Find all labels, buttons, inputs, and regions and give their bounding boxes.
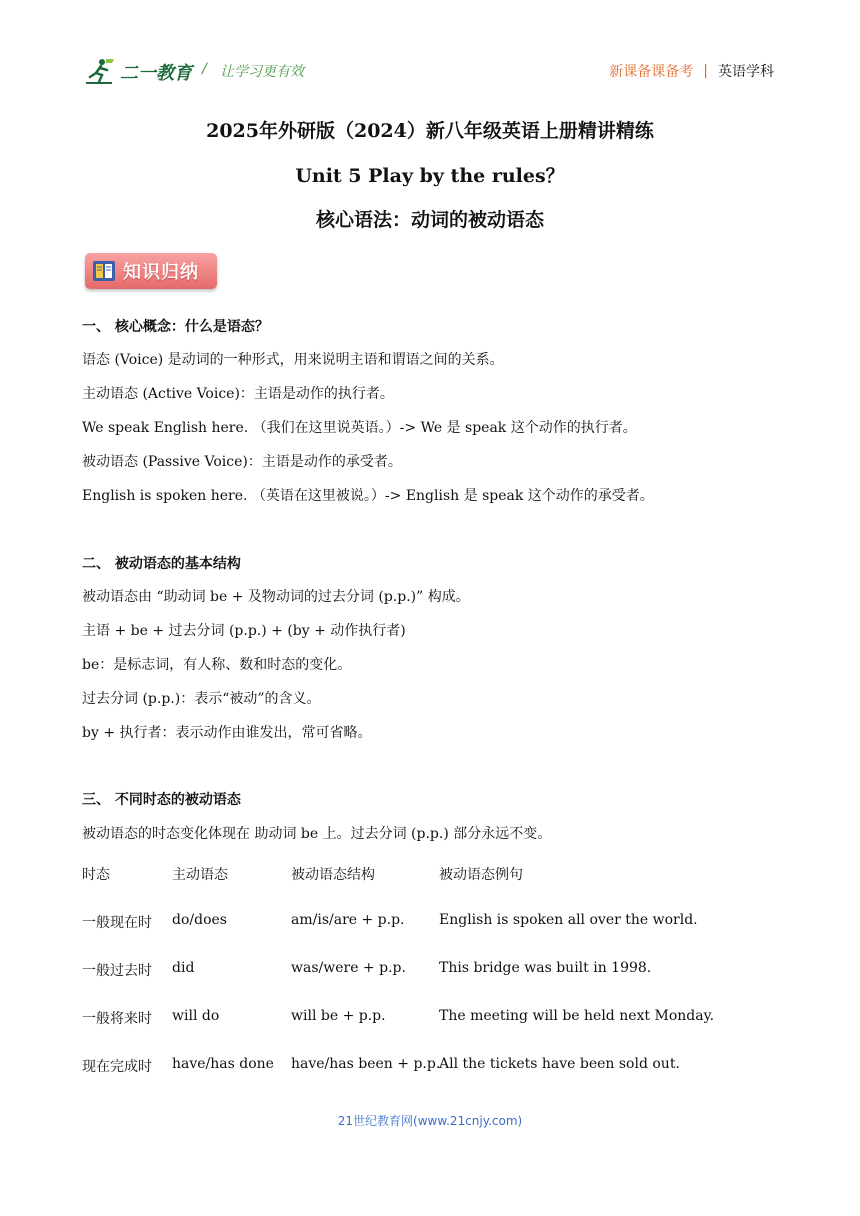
section2-line: 被动语态由 “助动词 be + 及物动词的过去分词 (p.p.)” 构成。 [82,589,470,605]
runner-logo-icon [82,57,116,87]
section1-line: 语态 (Voice) 是动词的一种形式，用来说明主语和谓语之间的关系。 [82,352,504,368]
table-cell: do/does [172,912,227,928]
table-cell: did [172,960,195,976]
table-cell: 一般过去时 [82,963,152,979]
section1-line: English is spoken here. （英语在这里被说。）-> English 是 speak 这个动作的承受者。 [82,488,654,504]
table-header-cell: 主动语态 [172,867,228,883]
slogan: 让学习更有效 [220,64,304,80]
logo-text: 二一教育 [120,63,192,84]
knowledge-badge [85,253,217,289]
header-right [609,61,774,81]
page-footer-link[interactable]: 21世纪教育网(www.21cnjy.com) [337,1114,523,1128]
table-cell: have/has been + p.p. [291,1056,441,1072]
table-header-cell: 时态 [82,867,110,883]
header-separator: | [703,63,708,79]
section2-line: by + 执行者：表示动作由谁发出，常可省略。 [82,725,372,741]
section2-line: be：是标志词，有人称、数和时态的变化。 [82,657,352,673]
section1-line: 主动语态 (Active Voice)：主语是动作的执行者。 [82,386,394,402]
section3-intro: 被动语态的时态变化体现在 助动词 be 上。过去分词 (p.p.) 部分永远不变。 [82,826,552,842]
table-cell: All the tickets have been sold out. [439,1056,680,1072]
grammar-title: 核心语法：动词的被动语态 [315,209,544,231]
header-course-label: 新课备课备考 [609,64,694,80]
table-cell: will be + p.p. [291,1008,386,1024]
header-slash: / [202,61,207,77]
unit-title: Unit 5 Play by the rules？ [295,165,565,187]
header-subject-label: 英语学科 [718,64,774,80]
section1-line: 被动语态 (Passive Voice)：主语是动作的承受者。 [82,454,402,470]
table-cell: English is spoken all over the world. [439,912,698,928]
table-cell: will do [172,1008,220,1024]
section3-heading: 三、 不同时态的被动语态 [82,792,241,808]
document-title: 2025年外研版（2024）新八年级英语上册精讲精练 [206,120,654,142]
logo [82,55,192,89]
badge-label: 知识归纳 [123,262,199,283]
table-cell: 一般将来时 [82,1011,152,1027]
table-header-cell: 被动语态例句 [439,867,523,883]
section1-line: We speak English here. （我们在这里说英语。）-> We 是 speak 这个动作的执行者。 [82,420,637,436]
section2-line: 过去分词 (p.p.)：表示“被动”的含义。 [82,691,321,707]
table-cell: The meeting will be held next Monday. [439,1008,715,1024]
table-cell: was/were + p.p. [291,960,406,976]
table-cell: 一般现在时 [82,915,152,931]
section2-line: 主语 + be + 过去分词 (p.p.) + (by + 动作执行者) [82,623,406,639]
table-cell: This bridge was built in 1998. [439,960,652,976]
book-icon [91,258,117,284]
table-cell: have/has done [172,1056,274,1072]
section1-heading: 一、 核心概念：什么是语态？ [82,319,269,335]
page-header [82,55,774,95]
table-cell: am/is/are + p.p. [291,912,405,928]
section2-heading: 二、 被动语态的基本结构 [82,556,241,572]
table-cell: 现在完成时 [82,1059,152,1075]
table-header-cell: 被动语态结构 [291,867,375,883]
